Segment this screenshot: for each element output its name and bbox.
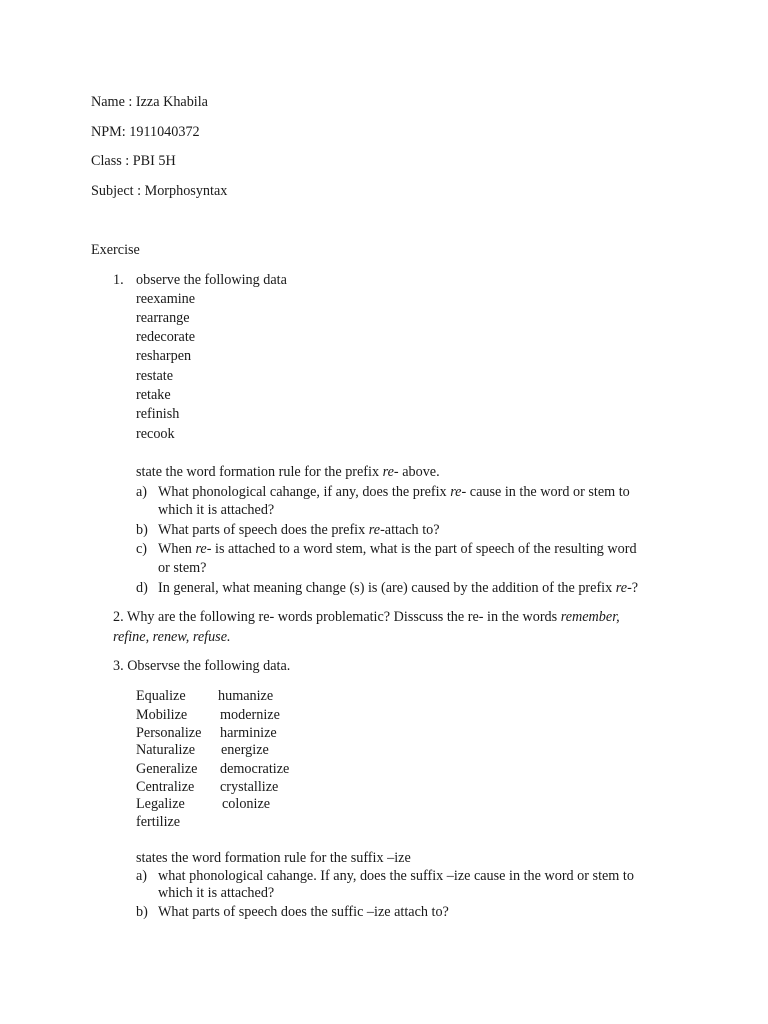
q1-word: redecorate	[136, 329, 196, 345]
q3-word: Legalize	[136, 796, 185, 812]
q1-b-label: b)	[136, 522, 148, 538]
student-name: Name : Izza Khabila	[91, 94, 208, 110]
student-class: Class : PBI 5H	[91, 153, 176, 169]
q1-number: 1.	[113, 272, 124, 288]
q3-b-label: b)	[136, 904, 148, 920]
q1-d-label: d)	[136, 580, 148, 596]
q1-rule: state the word formation rule for the prefix re- above.	[136, 464, 440, 480]
q3-intro: 3. Observse the following data.	[113, 658, 291, 674]
q3-b-text: What parts of speech does the suffic –ize attach to?	[158, 904, 449, 920]
q3-word: fertilize	[136, 814, 181, 830]
q1-a-text: What phonological cahange, if any, does the prefix re- cause in the word or stem to	[158, 484, 630, 500]
q1-word: refinish	[136, 406, 180, 422]
exercise-title: Exercise	[91, 242, 140, 258]
q1-word: retake	[136, 387, 171, 403]
q3-word: Equalize	[136, 688, 186, 704]
q3-rule: states the word formation rule for the suffix –ize	[136, 850, 411, 866]
q1-a-label: a)	[136, 484, 148, 500]
q1-b-text: What parts of speech does the prefix re-attach to?	[158, 522, 440, 538]
q3-word: Centralize	[136, 779, 195, 795]
q3-word: Generalize	[136, 761, 198, 777]
q3-word: humanize	[218, 688, 274, 704]
q3-word: harminize	[220, 725, 277, 741]
subject: Subject : Morphosyntax	[91, 183, 228, 199]
q3-word: Naturalize	[136, 742, 196, 758]
q1-word: recook	[136, 426, 175, 442]
q3-word: energize	[221, 742, 269, 758]
q3-a-text: what phonological cahange. If any, does the suffix –ize cause in the word or stem to	[158, 868, 634, 884]
q3-a-label: a)	[136, 868, 148, 884]
q3-word: Personalize	[136, 725, 202, 741]
q1-c-text-cont: or stem?	[158, 560, 207, 576]
q3-a-text-cont: which it is attached?	[158, 885, 275, 901]
q1-a-text-cont: which it is attached?	[158, 502, 275, 518]
q1-c-text: When re- is attached to a word stem, what is the part of speech of the resulting word	[158, 541, 637, 557]
q1-c-label: c)	[136, 541, 148, 557]
q1-d-text: In general, what meaning change (s) is (are) caused by the addition of the prefix re-?	[158, 580, 639, 596]
q3-word: colonize	[222, 796, 271, 812]
student-npm: NPM: 1911040372	[91, 124, 200, 140]
q3-word: modernize	[220, 707, 280, 723]
q3-word: Mobilize	[136, 707, 188, 723]
q3-word: democratize	[220, 761, 290, 777]
q2-text-cont: refine, renew, refuse.	[113, 629, 231, 645]
q1-word: reexamine	[136, 291, 196, 307]
q3-word: crystallize	[220, 779, 279, 795]
q1-word: rearrange	[136, 310, 190, 326]
q1-word: resharpen	[136, 348, 192, 364]
q1-intro: observe the following data	[136, 272, 287, 288]
q1-word: restate	[136, 368, 174, 384]
q2-text: 2. Why are the following re- words problematic? Disscuss the re- in the words remember,	[113, 609, 620, 625]
